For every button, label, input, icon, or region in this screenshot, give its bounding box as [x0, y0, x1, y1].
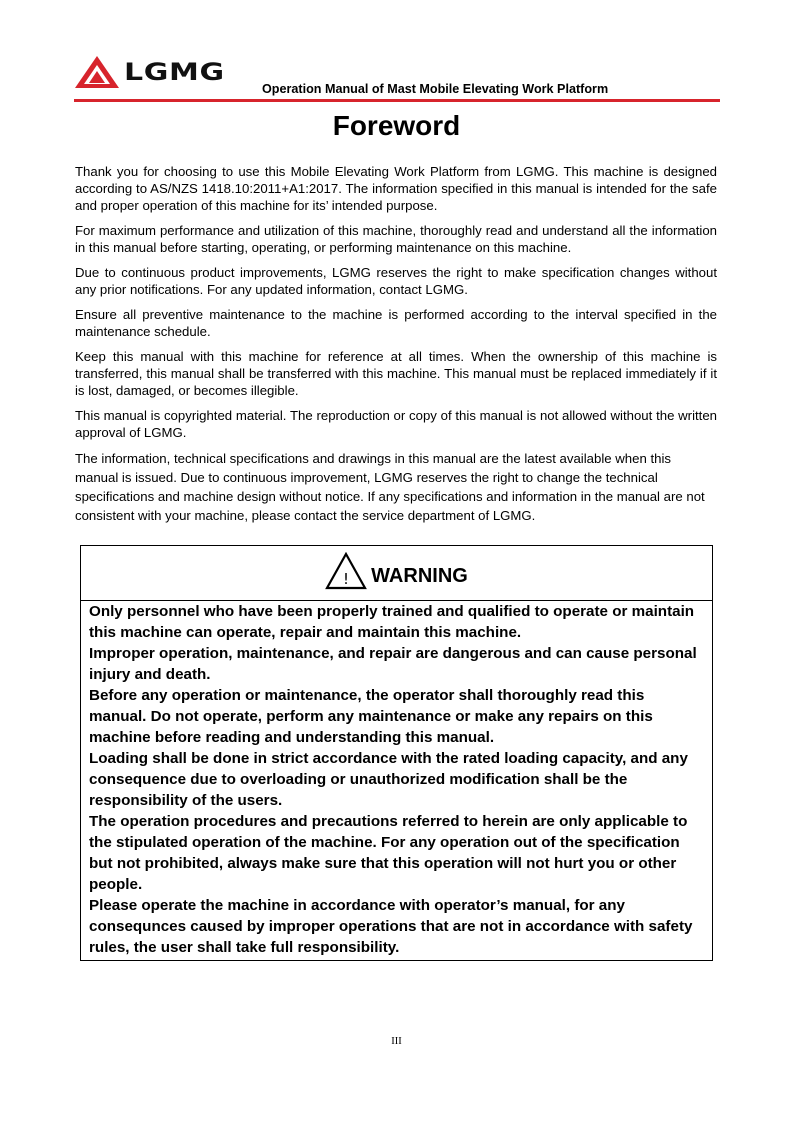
page-number: III — [391, 1036, 402, 1047]
warning-line: Only personnel who have been properly trained and qualified to operate or maintain this machine can operate, repair and maintain this machine. — [89, 603, 695, 641]
warning-line: The operation procedures and precautions referred to herein are only applicable to the stipulated operation of the machine. For any operation out of the specification but not prohibited, always make sure that this operation will not hurt you or other people. — [89, 813, 688, 893]
paragraph: Thank you for choosing to use this Mobile Elevating Work Platform from LGMG. This machine is designed according to AS/NZS 1418.10:2011+A1:2017. The information specified in this manual is intended for the safe and proper operation of this machine for its’ intended purpose. — [75, 164, 717, 213]
paragraph: Due to continuous product improvements, LGMG reserves the right to make specification changes without any prior notifications. For any updated information, contact LGMG. — [75, 265, 717, 297]
warning-box — [80, 545, 713, 961]
page-title: Foreword — [332, 110, 461, 141]
warning-line: Loading shall be done in strict accordance with the rated loading capacity, and any consequence due to overloading or unauthorized modification shall be the responsibility of the users. — [89, 750, 688, 809]
warning-body — [81, 601, 712, 958]
lgmg-logo-mark-icon — [74, 55, 120, 89]
paragraph: For maximum performance and utilization of this machine, thoroughly read and understand all the information in this manual before starting, operating, or performing maintenance on this machine. — [75, 223, 717, 255]
lgmg-logo — [74, 54, 225, 90]
paragraph: Ensure all preventive maintenance to the machine is performed according to the interval specified in the maintenance schedule. — [75, 307, 717, 339]
header-title: Operation Manual of Mast Mobile Elevating Work Platform — [262, 82, 609, 96]
foreword-body — [75, 163, 717, 533]
warning-icon-glyph: ! — [343, 570, 350, 588]
paragraph: This manual is copyrighted material. The reproduction or copy of this manual is not allowed without the written approval of LGMG. — [75, 408, 717, 440]
paragraph: Keep this manual with this machine for reference at all times. When the ownership of this machine is transferred, this manual shall be transferred with this machine. This manual must be replaced immediately if it is lost, damaged, or becomes illegible. — [75, 349, 717, 398]
warning-triangle-icon — [325, 552, 367, 590]
warning-line: Please operate the machine in accordance with operator’s manual, for any consequnces caused by improper operations that are not in accordance with safety rules, the user shall take full responsibility. — [89, 897, 693, 956]
warning-line: Before any operation or maintenance, the operator shall thoroughly read this manual. Do not operate, perform any maintenance or make any repairs on this machine before reading and understanding this manual. — [89, 687, 653, 746]
paragraph: The information, technical specifications and drawings in this manual are the latest available when this manual is issued. Due to continuous improvement, LGMG reserves the right to change the technical specifications and machine design without notice. If any specifications and information in the manual are not consistent with your machine, please contact the service department of LGMG. — [75, 451, 705, 523]
header-divider — [74, 99, 720, 102]
warning-title: WARNING — [371, 564, 468, 587]
logo-text: LGMG — [124, 58, 225, 86]
warning-line: Improper operation, maintenance, and repair are dangerous and can cause personal injury and death. — [89, 645, 697, 683]
warning-header — [81, 546, 712, 601]
